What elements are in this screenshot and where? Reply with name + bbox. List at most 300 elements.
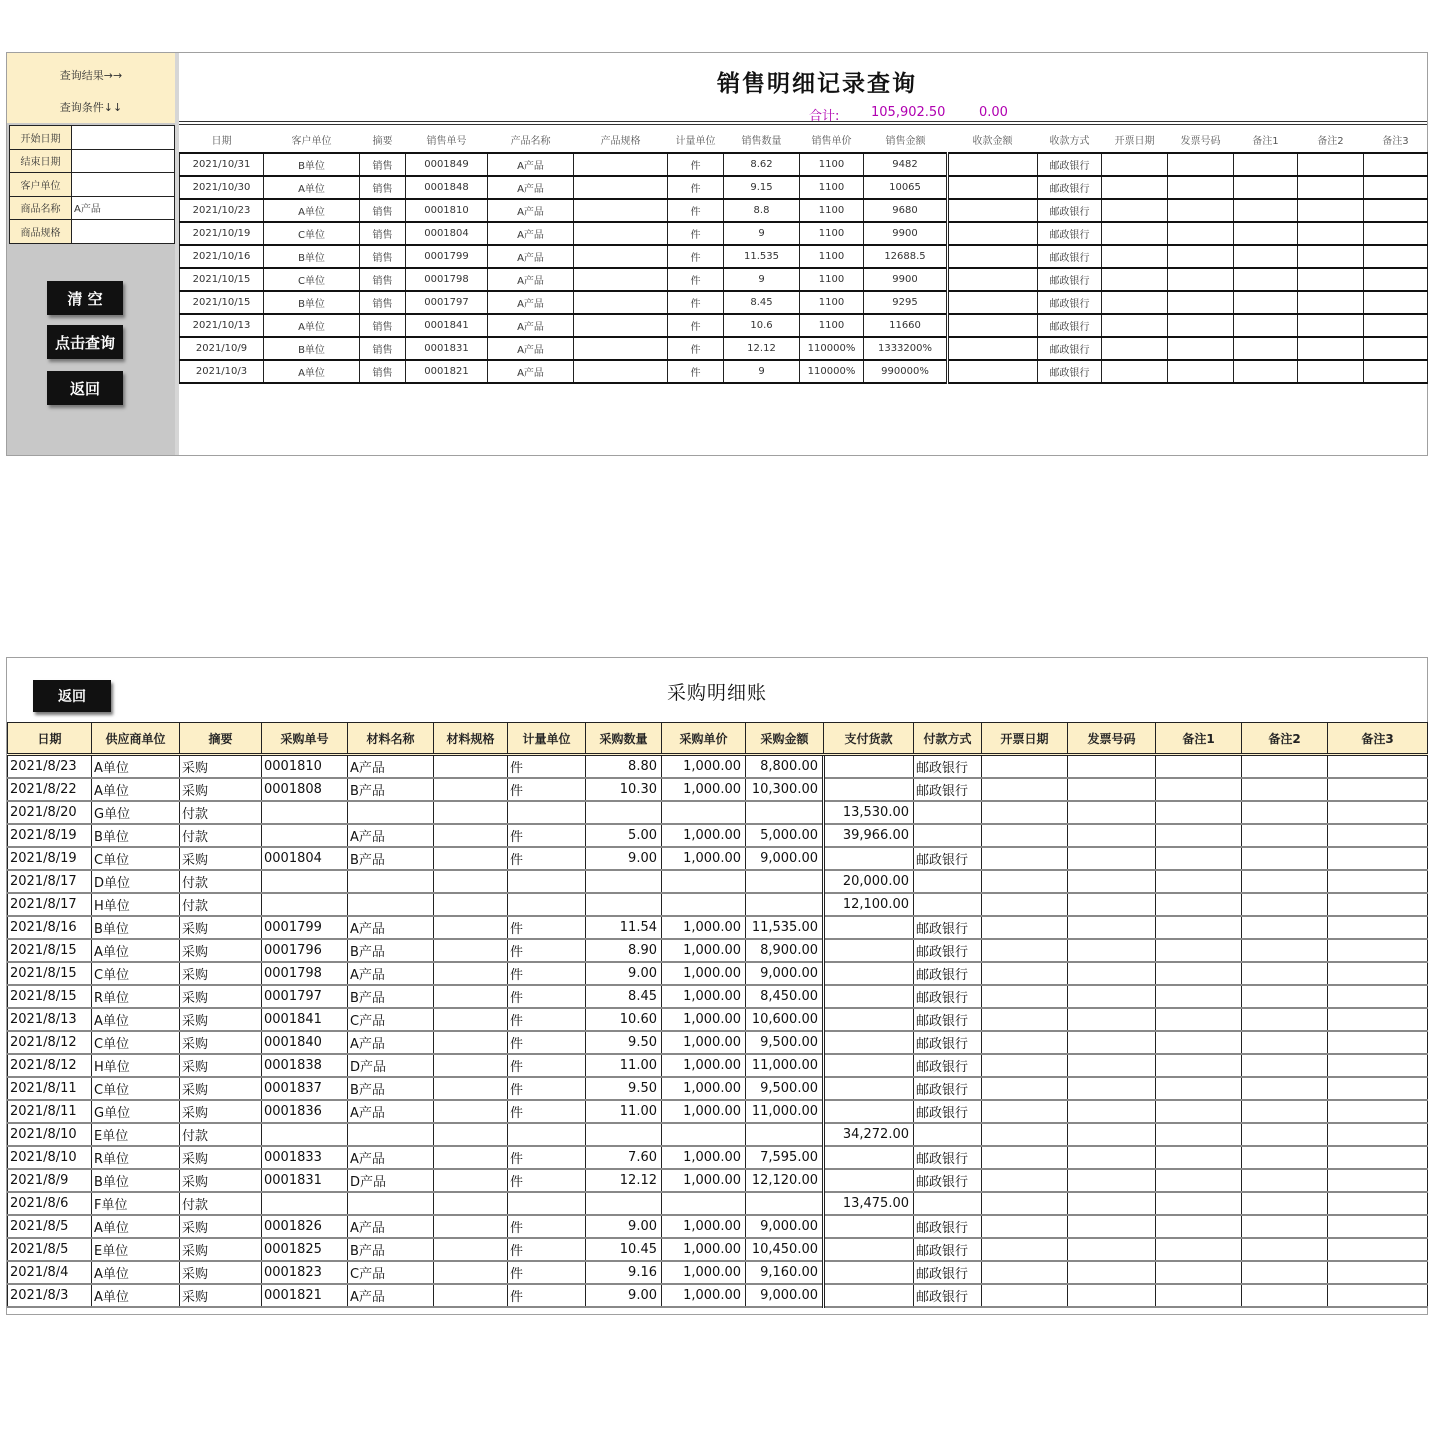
product-spec-input[interactable] (72, 220, 175, 244)
table-row[interactable] (8, 985, 1428, 1008)
table-cell: 1100 (800, 199, 864, 222)
table-cell: 2021/8/10 (8, 1146, 92, 1169)
column-header: 产品规格 (574, 127, 668, 153)
table-cell (1156, 824, 1242, 847)
table-cell: 0001838 (262, 1054, 348, 1077)
table-cell: 11.54 (586, 916, 662, 939)
table-cell: 12.12 (724, 337, 800, 360)
table-cell: 件 (508, 916, 586, 939)
customer-input[interactable] (72, 173, 175, 197)
table-cell: 10,300.00 (746, 778, 824, 801)
table-cell: 件 (508, 985, 586, 1008)
table-cell: 销售 (360, 153, 406, 176)
table-cell (1328, 1146, 1428, 1169)
table-row[interactable] (8, 893, 1428, 916)
table-row[interactable] (8, 1169, 1428, 1192)
table-cell (1156, 1008, 1242, 1031)
table-cell (824, 1100, 914, 1123)
table-cell: A产品 (488, 314, 574, 337)
table-cell (1364, 360, 1428, 383)
table-cell (948, 337, 1038, 360)
table-cell: 9,000.00 (746, 1215, 824, 1238)
table-cell: 9.00 (586, 1284, 662, 1307)
table-cell (1328, 1100, 1428, 1123)
table-cell (1328, 1123, 1428, 1146)
table-cell (1328, 985, 1428, 1008)
table-cell: 件 (508, 755, 586, 778)
table-cell: 邮政银行 (914, 1077, 982, 1100)
table-cell: 件 (508, 1077, 586, 1100)
table-cell: 10.45 (586, 1238, 662, 1261)
table-cell: A产品 (488, 153, 574, 176)
table-cell (824, 962, 914, 985)
table-cell (1068, 985, 1156, 1008)
table-cell (348, 893, 434, 916)
column-header: 销售数量 (724, 127, 800, 153)
table-cell: 1100 (800, 153, 864, 176)
back-button[interactable]: 返回 (47, 371, 123, 405)
table-row[interactable] (180, 222, 1428, 245)
column-header: 采购单号 (262, 723, 348, 755)
table-cell: 件 (668, 153, 724, 176)
table-cell: 邮政银行 (914, 1146, 982, 1169)
column-header: 开票日期 (982, 723, 1068, 755)
table-cell (1068, 778, 1156, 801)
column-header: 计量单位 (668, 127, 724, 153)
table-cell (1156, 801, 1242, 824)
table-cell (1068, 1261, 1156, 1284)
sales-table (179, 127, 1428, 384)
condition-label: 结束日期 (10, 149, 72, 173)
sales-query-panel (6, 52, 1428, 456)
table-cell (574, 245, 668, 268)
table-cell (1156, 847, 1242, 870)
table-cell (1068, 939, 1156, 962)
table-cell: 件 (508, 1261, 586, 1284)
table-cell: 件 (668, 291, 724, 314)
table-cell: 0001799 (406, 245, 488, 268)
table-cell (1298, 291, 1364, 314)
table-cell (434, 1031, 508, 1054)
table-cell (1242, 1123, 1328, 1146)
title-rule (179, 121, 1427, 122)
table-cell (434, 985, 508, 1008)
table-cell: A产品 (488, 222, 574, 245)
table-cell: 采购 (180, 1261, 262, 1284)
table-cell (586, 1192, 662, 1215)
column-header: 采购数量 (586, 723, 662, 755)
table-cell: 采购 (180, 1146, 262, 1169)
table-cell (982, 962, 1068, 985)
table-row[interactable] (8, 847, 1428, 870)
table-cell: 采购 (180, 778, 262, 801)
table-cell: 0001833 (262, 1146, 348, 1169)
table-cell (1242, 1077, 1328, 1100)
table-cell (1328, 1008, 1428, 1031)
table-row[interactable] (8, 870, 1428, 893)
table-cell: 采购 (180, 1284, 262, 1307)
table-cell: 采购 (180, 1077, 262, 1100)
table-cell (982, 916, 1068, 939)
column-header: 备注3 (1364, 127, 1428, 153)
table-cell (982, 1100, 1068, 1123)
table-cell (1298, 337, 1364, 360)
table-cell: 1,000.00 (662, 1284, 746, 1307)
table-cell: 0001810 (406, 199, 488, 222)
table-cell: 9,000.00 (746, 1284, 824, 1307)
table-row[interactable] (8, 1238, 1428, 1261)
table-cell: 0001797 (262, 985, 348, 1008)
table-cell (982, 1284, 1068, 1307)
table-cell (1168, 245, 1234, 268)
table-cell (262, 893, 348, 916)
table-cell: 2021/8/17 (8, 893, 92, 916)
table-cell (1102, 199, 1168, 222)
table-row[interactable] (8, 1284, 1428, 1307)
table-cell (982, 870, 1068, 893)
table-cell: 9295 (864, 291, 948, 314)
table-row[interactable] (8, 962, 1428, 985)
table-cell: 0001826 (262, 1215, 348, 1238)
table-cell: 1,000.00 (662, 1261, 746, 1284)
table-cell (1156, 1169, 1242, 1192)
table-cell (824, 1284, 914, 1307)
table-cell (1156, 893, 1242, 916)
table-cell (1068, 801, 1156, 824)
table-cell (348, 1192, 434, 1215)
table-cell: 8.80 (586, 755, 662, 778)
table-cell (348, 1123, 434, 1146)
table-cell: 8,900.00 (746, 939, 824, 962)
table-cell: 件 (508, 1031, 586, 1054)
table-cell (1168, 268, 1234, 291)
table-cell (434, 1169, 508, 1192)
table-cell: 销售 (360, 176, 406, 199)
table-cell: 1100 (800, 314, 864, 337)
table-cell (982, 755, 1068, 778)
table-cell: 销售 (360, 314, 406, 337)
table-cell: B单位 (92, 1169, 180, 1192)
title-rule (179, 124, 1427, 125)
purchase-title: 采购明细账 (666, 682, 767, 704)
table-cell: 采购 (180, 847, 262, 870)
table-cell (574, 337, 668, 360)
table-cell: 邮政银行 (914, 939, 982, 962)
table-cell: 邮政银行 (914, 1261, 982, 1284)
table-row[interactable] (8, 1031, 1428, 1054)
table-row[interactable] (180, 176, 1428, 199)
table-cell: 1,000.00 (662, 1215, 746, 1238)
table-cell: 销售 (360, 291, 406, 314)
table-cell: 2021/8/19 (8, 847, 92, 870)
total-amount: 105,902.50 (871, 105, 946, 120)
table-cell (1328, 962, 1428, 985)
table-cell (1328, 893, 1428, 916)
clear-button[interactable]: 清 空 (47, 281, 123, 315)
table-cell: 2021/10/9 (180, 337, 264, 360)
table-cell: F单位 (92, 1192, 180, 1215)
table-cell (1242, 1238, 1328, 1261)
table-cell: 件 (668, 245, 724, 268)
table-cell: 0001810 (262, 755, 348, 778)
table-row[interactable] (180, 153, 1428, 176)
table-cell (1168, 360, 1234, 383)
table-cell (1242, 985, 1328, 1008)
table-cell: 1100 (800, 245, 864, 268)
table-cell (1242, 1215, 1328, 1238)
table-cell: 邮政银行 (1038, 199, 1102, 222)
table-cell: 2021/8/4 (8, 1261, 92, 1284)
table-cell: 8.62 (724, 153, 800, 176)
table-cell: 9.16 (586, 1261, 662, 1284)
table-cell (1364, 314, 1428, 337)
table-cell (948, 222, 1038, 245)
table-cell (508, 870, 586, 893)
table-cell (1156, 1238, 1242, 1261)
table-cell (982, 893, 1068, 916)
table-cell: D产品 (348, 1054, 434, 1077)
table-cell: 2021/8/17 (8, 870, 92, 893)
column-header: 开票日期 (1102, 127, 1168, 153)
table-cell: A单位 (92, 1284, 180, 1307)
table-cell (1068, 1284, 1156, 1307)
table-cell (434, 1054, 508, 1077)
table-cell (434, 1100, 508, 1123)
column-header: 材料规格 (434, 723, 508, 755)
table-cell (1068, 1054, 1156, 1077)
table-cell (1156, 778, 1242, 801)
table-cell: 2021/8/15 (8, 985, 92, 1008)
table-cell (1328, 801, 1428, 824)
table-cell: 1,000.00 (662, 1146, 746, 1169)
table-cell: 2021/8/11 (8, 1100, 92, 1123)
table-cell (1102, 360, 1168, 383)
table-cell (824, 985, 914, 1008)
table-cell: A产品 (348, 1100, 434, 1123)
condition-label: 商品名称 (10, 196, 72, 220)
column-header: 供应商单位 (92, 723, 180, 755)
product-name-input[interactable]: A产品 (72, 196, 175, 220)
table-cell: 销售 (360, 268, 406, 291)
table-cell: B单位 (92, 824, 180, 847)
table-cell: 0001848 (406, 176, 488, 199)
table-row[interactable] (180, 337, 1428, 360)
table-cell: C产品 (348, 1261, 434, 1284)
table-cell: 10,450.00 (746, 1238, 824, 1261)
table-cell: 采购 (180, 939, 262, 962)
table-cell (434, 1146, 508, 1169)
table-cell (914, 893, 982, 916)
table-row[interactable] (8, 1008, 1428, 1031)
table-cell (1168, 176, 1234, 199)
table-row[interactable] (8, 1215, 1428, 1238)
table-cell: 销售 (360, 199, 406, 222)
table-cell (1234, 314, 1298, 337)
table-cell: 1,000.00 (662, 916, 746, 939)
table-cell (1242, 755, 1328, 778)
table-cell (914, 1123, 982, 1146)
table-cell: 10.30 (586, 778, 662, 801)
table-row[interactable] (8, 939, 1428, 962)
table-cell: 邮政银行 (914, 755, 982, 778)
table-cell: 1,000.00 (662, 1100, 746, 1123)
table-cell (948, 291, 1038, 314)
table-cell: 件 (668, 314, 724, 337)
table-cell: 0001798 (262, 962, 348, 985)
table-cell (948, 245, 1038, 268)
table-cell (1234, 245, 1298, 268)
table-cell: 2021/8/13 (8, 1008, 92, 1031)
table-cell (262, 801, 348, 824)
table-cell (1328, 916, 1428, 939)
table-cell: 11.00 (586, 1054, 662, 1077)
table-cell: 1,000.00 (662, 824, 746, 847)
table-row[interactable] (8, 1077, 1428, 1100)
table-cell (508, 1192, 586, 1215)
table-cell (508, 1123, 586, 1146)
purchase-back-button[interactable]: 返回 (33, 680, 111, 712)
table-cell: 11660 (864, 314, 948, 337)
table-cell (1242, 1008, 1328, 1031)
table-cell (982, 1215, 1068, 1238)
table-row[interactable] (180, 245, 1428, 268)
table-cell (434, 1215, 508, 1238)
table-cell: 12.12 (586, 1169, 662, 1192)
table-cell (1298, 153, 1364, 176)
condition-label: 客户单位 (10, 173, 72, 197)
table-cell: 5.00 (586, 824, 662, 847)
table-cell (982, 939, 1068, 962)
table-cell (1242, 939, 1328, 962)
table-cell: G单位 (92, 801, 180, 824)
table-cell (1068, 755, 1156, 778)
table-cell: 9.50 (586, 1077, 662, 1100)
table-cell (1328, 1284, 1428, 1307)
table-cell (824, 1238, 914, 1261)
table-cell: 0001823 (262, 1261, 348, 1284)
table-cell: 13,530.00 (824, 801, 914, 824)
purchase-table (7, 722, 1428, 1308)
table-cell (1068, 824, 1156, 847)
sales-title: 销售明细记录查询 (717, 70, 917, 97)
table-cell: 件 (668, 337, 724, 360)
table-cell (508, 801, 586, 824)
table-cell: 0001849 (406, 153, 488, 176)
table-cell: 9.50 (586, 1031, 662, 1054)
table-cell (1068, 916, 1156, 939)
column-header: 客户单位 (264, 127, 360, 153)
column-header: 备注2 (1242, 723, 1328, 755)
table-cell: 付款 (180, 801, 262, 824)
table-cell: 件 (668, 176, 724, 199)
table-cell: 11.535 (724, 245, 800, 268)
table-row[interactable] (8, 755, 1428, 778)
table-cell (1242, 847, 1328, 870)
column-header: 收款方式 (1038, 127, 1102, 153)
table-cell: 件 (668, 360, 724, 383)
table-cell (1068, 1215, 1156, 1238)
table-cell (982, 1261, 1068, 1284)
table-row[interactable] (180, 291, 1428, 314)
table-cell (1156, 755, 1242, 778)
table-cell: 13,475.00 (824, 1192, 914, 1215)
table-cell (434, 962, 508, 985)
table-row[interactable] (180, 199, 1428, 222)
table-row[interactable] (8, 824, 1428, 847)
table-cell (1242, 1284, 1328, 1307)
column-header: 销售金额 (864, 127, 948, 153)
table-row[interactable] (8, 1192, 1428, 1215)
table-row[interactable] (8, 1100, 1428, 1123)
table-cell: 2021/8/19 (8, 824, 92, 847)
table-cell (662, 1192, 746, 1215)
table-cell (1328, 778, 1428, 801)
table-cell: A产品 (348, 1146, 434, 1169)
table-cell (1234, 176, 1298, 199)
table-cell (982, 1077, 1068, 1100)
table-row[interactable] (180, 360, 1428, 383)
table-cell: 0001821 (406, 360, 488, 383)
table-cell (1298, 199, 1364, 222)
condition-product-spec (10, 220, 175, 244)
table-cell (1068, 1100, 1156, 1123)
table-cell (948, 314, 1038, 337)
table-row[interactable] (8, 1123, 1428, 1146)
table-cell: 9,000.00 (746, 847, 824, 870)
table-cell (746, 801, 824, 824)
table-cell (982, 801, 1068, 824)
table-cell: A产品 (488, 245, 574, 268)
table-row[interactable] (8, 1054, 1428, 1077)
table-row[interactable] (180, 314, 1428, 337)
table-cell (948, 360, 1038, 383)
end-date-input[interactable] (72, 149, 175, 173)
table-cell: B产品 (348, 939, 434, 962)
table-cell: 9680 (864, 199, 948, 222)
column-header: 日期 (180, 127, 264, 153)
column-header: 收款金额 (948, 127, 1038, 153)
purchase-header-row (8, 723, 1428, 755)
table-cell (434, 847, 508, 870)
table-cell: 2021/8/15 (8, 939, 92, 962)
table-cell: 邮政银行 (1038, 360, 1102, 383)
table-cell (1156, 916, 1242, 939)
sales-table-body (180, 153, 1428, 383)
table-row[interactable] (8, 1146, 1428, 1169)
start-date-input[interactable] (72, 126, 175, 150)
table-cell: 邮政银行 (914, 962, 982, 985)
table-cell: 采购 (180, 755, 262, 778)
query-button[interactable]: 点击查询 (47, 325, 123, 359)
table-row[interactable] (8, 916, 1428, 939)
table-cell (586, 1123, 662, 1146)
table-cell (586, 801, 662, 824)
query-hint-box (7, 53, 175, 123)
table-cell: 付款 (180, 1123, 262, 1146)
table-cell: C单位 (264, 222, 360, 245)
table-cell: R单位 (92, 1146, 180, 1169)
column-header: 付款方式 (914, 723, 982, 755)
table-cell (1234, 291, 1298, 314)
table-cell (982, 985, 1068, 1008)
table-row[interactable] (8, 1261, 1428, 1284)
table-row[interactable] (8, 778, 1428, 801)
table-cell: 销售 (360, 337, 406, 360)
table-row[interactable] (180, 268, 1428, 291)
table-row[interactable] (8, 801, 1428, 824)
table-cell (1156, 870, 1242, 893)
table-cell: 8.45 (586, 985, 662, 1008)
